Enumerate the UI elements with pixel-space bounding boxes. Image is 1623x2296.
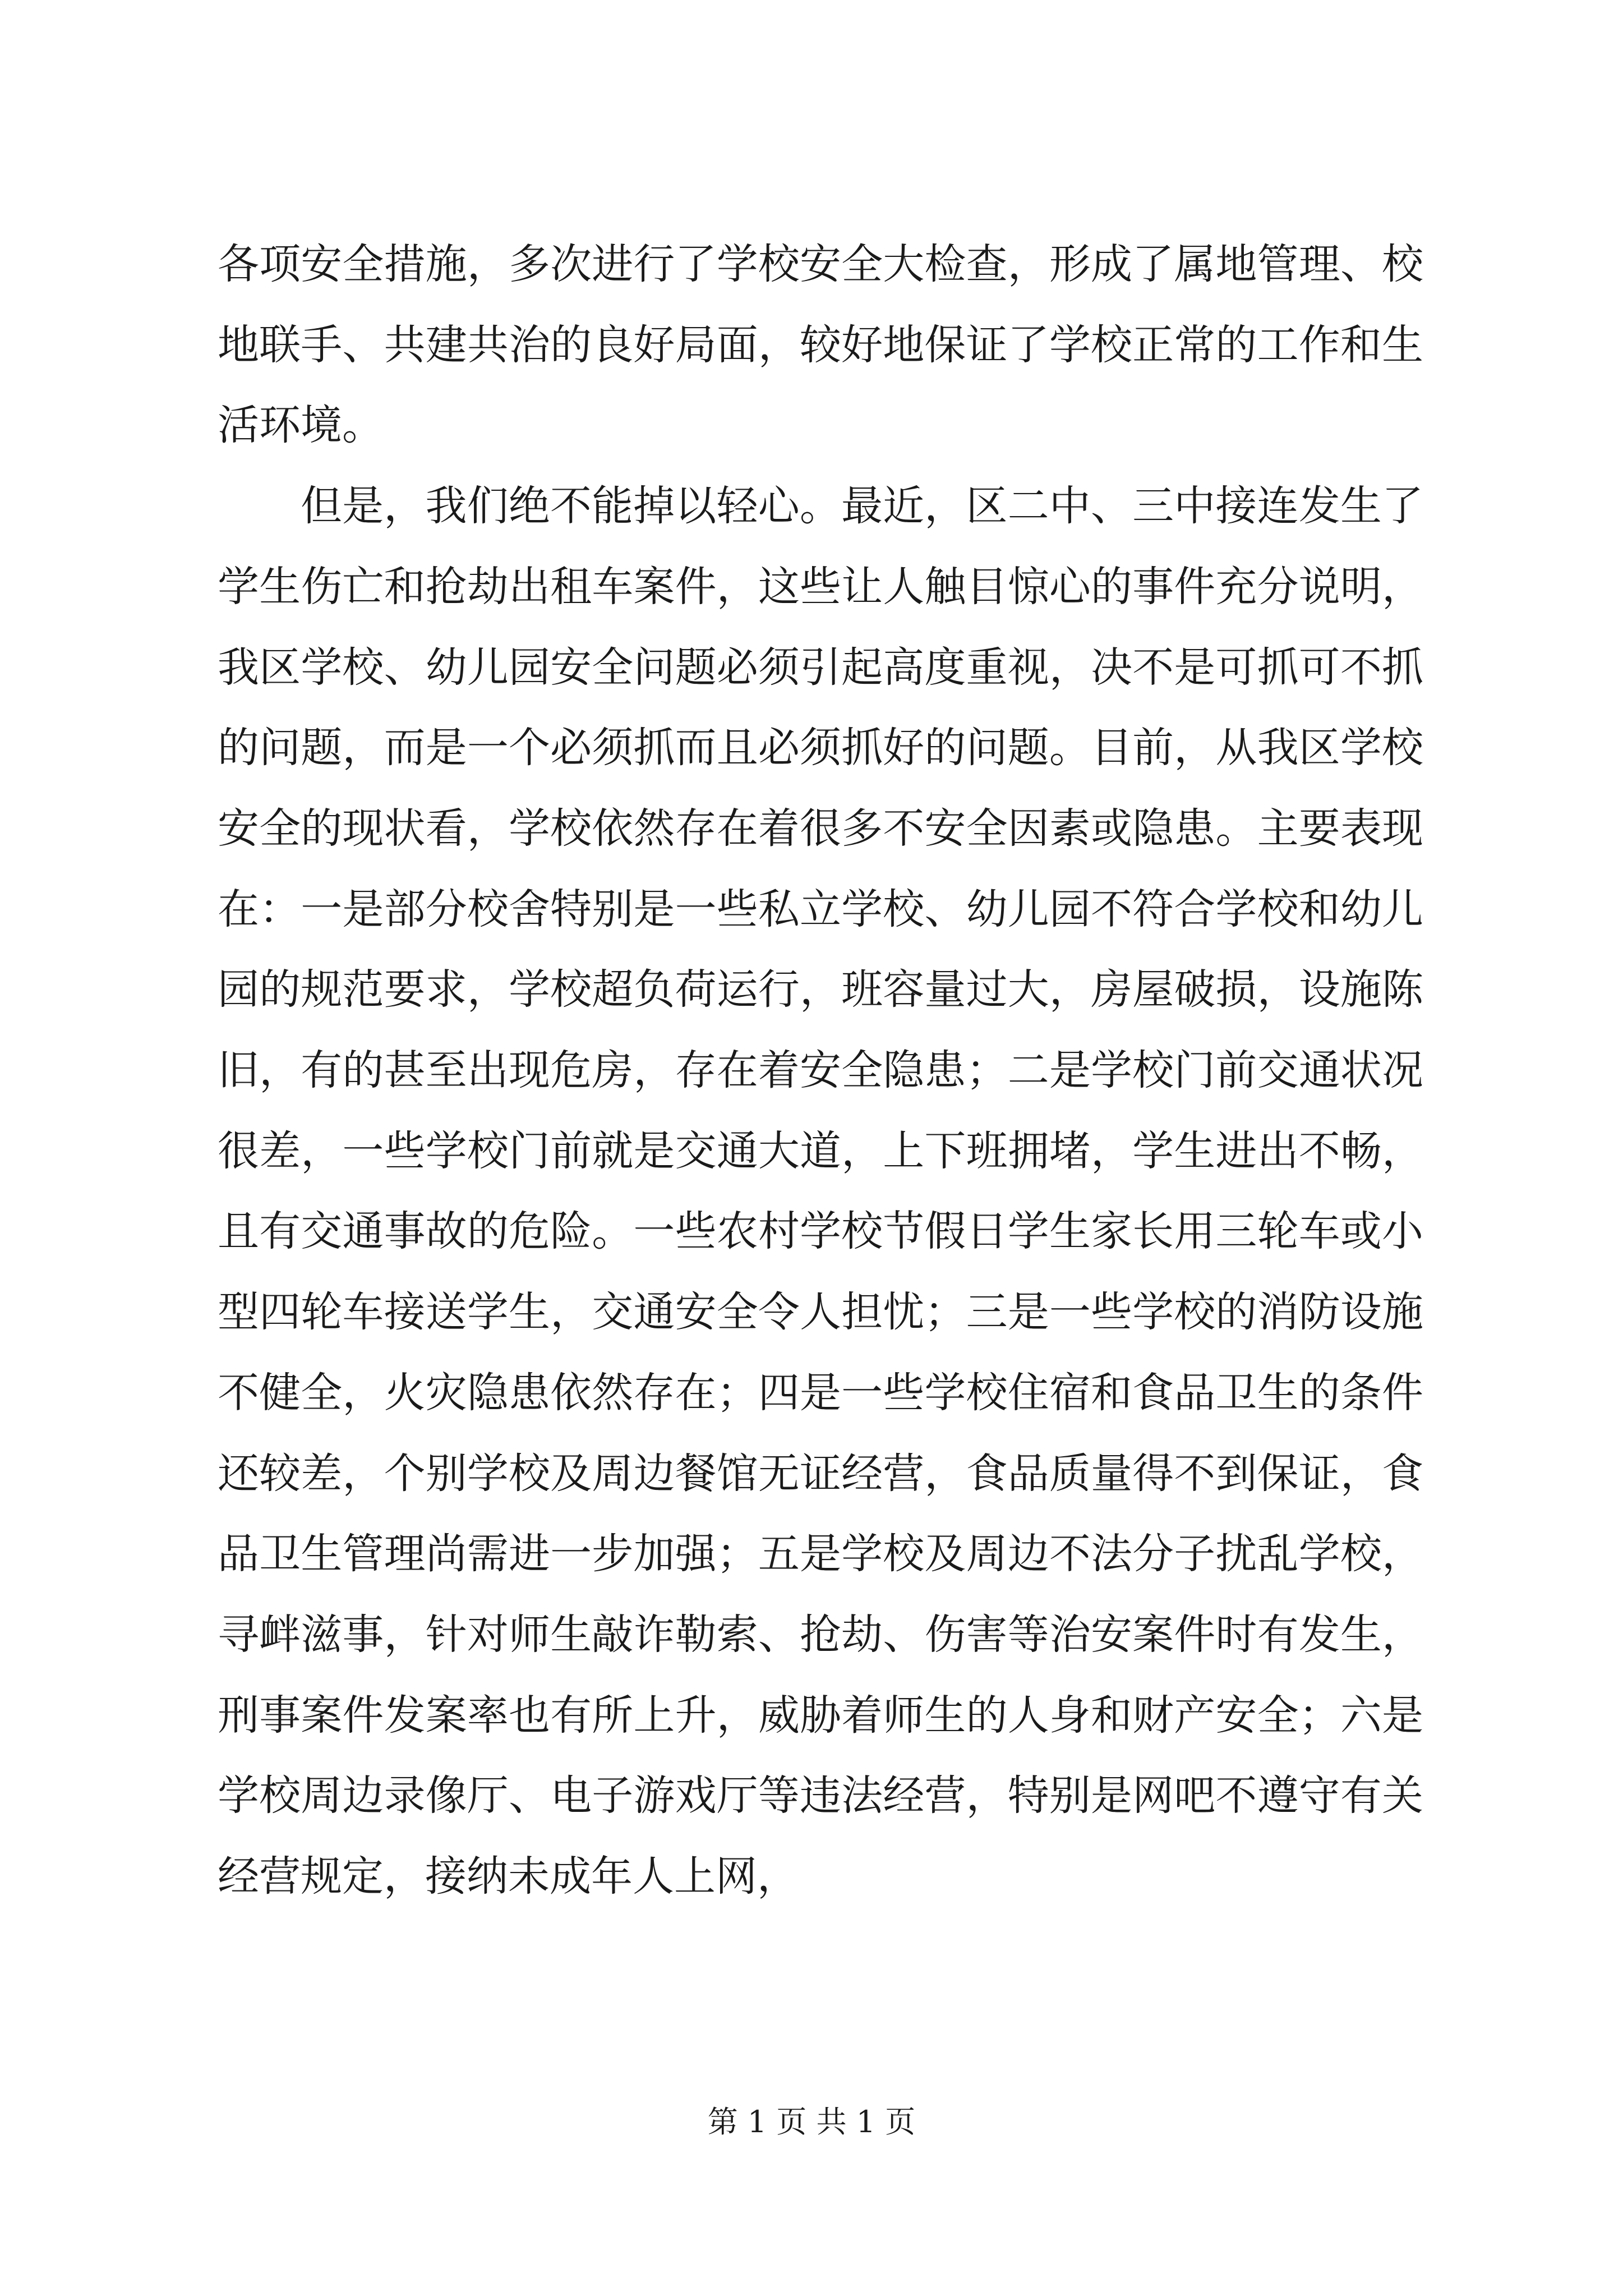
paragraph-2: 但是，我们绝不能掉以轻心。最近，区二中、三中接连发生了学生伤亡和抢劫出租车案件，这些让人触目惊心的事件充分说明，我区学校、幼儿园安全问题必须引起高度重视，决不是可抓可不抓的问题，而是一个必须抓而且必须抓好的问题。目前，从我区学校安全的现状看，学校依然存在着很多不安全因素或隐患。主要表现在：一是部分校舍特别是一些私立学校、幼儿园不符合学校和幼儿园的规范要求，学校超负荷运行，班容量过大，房屋破损，设施陈旧，有的甚至出现危房，存在着安全隐患；二是学校门前交通状况很差，一些学校门前就是交通大道，上下班拥堵，学生进出不畅，且有交通事故的危险。一些农村学校节假日学生家长用三轮车或小型四轮车接送学生，交通安全令人担忧；三是一些学校的消防设施不健全，火灾隐患依然存在；四是一些学校住宿和食品卫生的条件还较差，个别学校及周边餐馆无证经营，食品质量得不到保证，食品卫生管理尚需进一步加强；五是学校及周边不法分子扰乱学校，寻衅滋事，针对师生敲诈勒索、抢劫、伤害等治安案件时有发生，刑事案件发案率也有所上升，威胁着师生的人身和财产安全；六是学校周边录像厅、电子游戏厅等违法经营，特别是网吧不遵守有关经营规定，接纳未成年人上网， (218, 482, 1423, 1901)
document-body (218, 224, 1423, 1917)
page-footer: 第 1 页 共 1 页 (707, 2104, 916, 2139)
paragraph-1: 各项安全措施，多次进行了学校安全大检查，形成了属地管理、校地联手、共建共治的良好局面，较好地保证了学校正常的工作和生活环境。 (218, 240, 1423, 450)
